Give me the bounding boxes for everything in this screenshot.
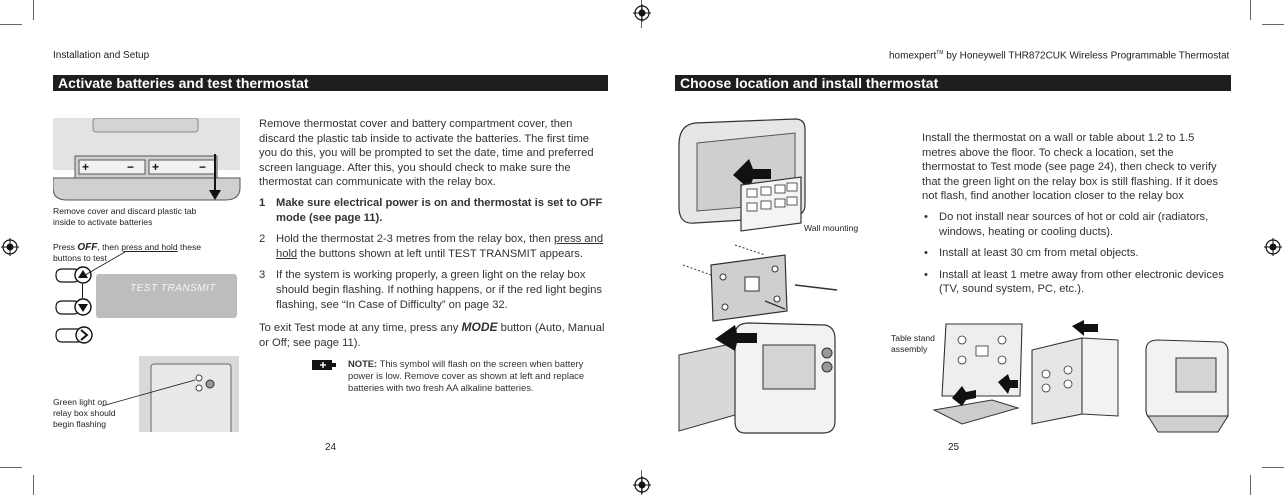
- display-text: TEST TRANSMIT: [130, 283, 216, 294]
- crop-mark-bottom-right-v: [1250, 475, 1251, 495]
- test-steps-list: [259, 196, 611, 319]
- lcd-display: [96, 274, 237, 318]
- note-text: This symbol will flash on the screen when battery power is low. Remove cover as shown at left and replace batteries with two fresh AA alkaline batteries.: [348, 358, 585, 394]
- guideline-item: [922, 210, 1234, 239]
- caption-press-hold: press and hold: [121, 242, 178, 252]
- battery-low-icon: [312, 360, 336, 370]
- step-2: [259, 232, 611, 261]
- step-number: 3: [259, 269, 266, 282]
- caption-press-text-2: , then: [97, 242, 122, 252]
- guideline-item: [922, 268, 1234, 297]
- hand-press-next-icon: [54, 325, 94, 345]
- guideline-text: Do not install near sources of hot or cold air (radiators, windows, heating or cooling ducts).: [939, 211, 1209, 238]
- crop-mark-top-right: [1262, 24, 1284, 25]
- brand-name: homexpert: [889, 50, 937, 62]
- guideline-item: [922, 246, 1234, 261]
- battery-plus-2: +: [152, 160, 160, 174]
- trademark: TM: [936, 50, 944, 56]
- table-stand-illustration: [932, 320, 1234, 434]
- registration-mark-icon: [1, 238, 19, 256]
- step-text: Hold the thermostat 2-3 metres from the relay box, then: [276, 233, 554, 246]
- step-text: Make sure electrical power is on and thermostat is set to OFF mode (see page 11).: [276, 197, 603, 224]
- step-underline: press and hold: [276, 233, 604, 260]
- bullet: •: [924, 211, 928, 223]
- crop-mark-bottom-right: [1262, 467, 1284, 468]
- step-3: [259, 268, 611, 312]
- caption-off-label: OFF: [77, 242, 98, 253]
- caption-press-text-1: Press: [53, 242, 78, 252]
- exit-text-1: To exit Test mode at any time, press any: [259, 322, 462, 334]
- step-text-end: the buttons shown at left until TEST TRANSMIT appears.: [297, 247, 583, 260]
- crop-mark-top-right-v: [1250, 0, 1251, 20]
- registration-mark-icon: [1264, 238, 1282, 256]
- battery-plus-1: +: [82, 160, 90, 174]
- exit-test-text: [259, 320, 611, 350]
- caption-wall-mounting: Wall mounting: [804, 223, 859, 233]
- page-number-right: 25: [948, 442, 960, 453]
- bullet: •: [924, 247, 928, 260]
- step-number: 1: [259, 197, 266, 209]
- note-label: NOTE:: [348, 358, 378, 369]
- section-title-activate: Activate batteries and test thermostat: [53, 75, 608, 91]
- bullet: •: [924, 268, 928, 281]
- wall-mounting-illustration: [675, 115, 855, 435]
- location-guidelines-list: [922, 210, 1234, 304]
- page-number-left: 24: [325, 442, 337, 453]
- battery-note: [348, 358, 610, 395]
- caption-green-light: Green light on relay box should begin flashing: [53, 397, 116, 429]
- caption-table-stand: Table stand assembly: [891, 333, 935, 354]
- guideline-text: Install at least 1 metre away from other electronic devices (TV, sound system, PC, etc.).: [939, 268, 1224, 296]
- caption-remove-cover: Remove cover and discard plastic tab inside to activate batteries: [53, 206, 197, 227]
- thermostat-battery-illustration: [53, 118, 243, 204]
- running-header-left: Installation and Setup: [53, 50, 150, 61]
- crop-mark-top-left: [0, 24, 22, 25]
- step-1: [259, 196, 611, 225]
- registration-mark-icon: [633, 476, 651, 494]
- step-number: 2: [259, 233, 266, 246]
- battery-minus-1: −: [127, 160, 135, 174]
- product-name: by Honeywell THR872CUK Wireless Programmable Thermostat: [943, 50, 1230, 62]
- button-connector: [82, 284, 83, 298]
- battery-minus-2: −: [199, 160, 207, 174]
- running-header-right: [889, 50, 1229, 61]
- crop-mark-top-left-v: [33, 0, 34, 20]
- crop-mark-bottom-left-v: [33, 475, 34, 495]
- crop-mark-bottom-left: [0, 467, 22, 468]
- step-text: If the system is working properly, a green light on the relay box should begin flashing. If nothing happens, or if the red light begins flashing, see “In Case of Difficulty” on page 32.: [276, 269, 602, 311]
- section-title-location: Choose location and install thermostat: [675, 75, 1231, 91]
- registration-mark-icon: [633, 4, 651, 22]
- exit-text-2: button (Auto, Manual or Off; see page 11).: [259, 322, 605, 349]
- left-intro-text: Remove thermostat cover and battery compartment cover, then discard the plastic tab inside to activate the batteries. The first time you do this, you will be prompted to set the date, time and preferred screen language. After this, you should check to make sure the thermostat can communicate with the relay box.: [259, 118, 594, 189]
- guideline-text: Install at least 30 cm from metal objects.: [939, 247, 1139, 260]
- caption-press-text-3: these buttons to test: [53, 242, 202, 263]
- right-intro-text: Install the thermostat on a wall or table about 1.2 to 1.5 metres above the floor. To check a location, set the thermostat to Test mode (see page 24), then check to verify that the green light on the relay box is still flashing. If it does not flash, find another location closer to the relay box: [922, 132, 1219, 203]
- hand-press-down-icon: [54, 297, 94, 317]
- mode-label: MODE: [461, 320, 498, 334]
